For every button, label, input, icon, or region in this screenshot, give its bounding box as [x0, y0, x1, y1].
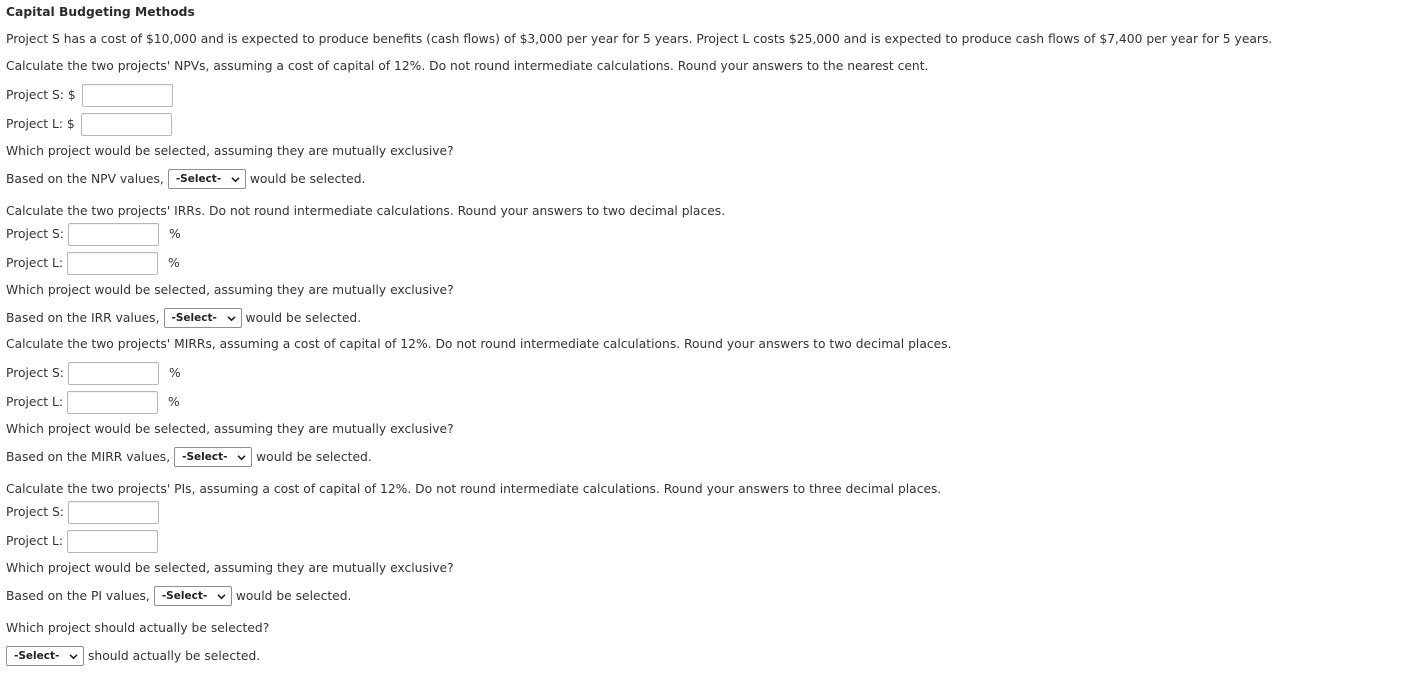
percent-unit: %: [167, 256, 180, 270]
npv-project-l-input[interactable]: [81, 113, 172, 136]
percent-unit: %: [168, 366, 181, 380]
mirr-project-select[interactable]: -Select-: [174, 447, 252, 467]
pi-project-l-input[interactable]: [67, 530, 158, 553]
chevron-down-icon: [227, 314, 236, 323]
percent-unit: %: [168, 227, 181, 241]
pi-project-s-row: [6, 500, 159, 524]
irr-project-select[interactable]: -Select-: [164, 308, 242, 328]
npv-selection-row: Based on the NPV values, -Select- would be selected.: [6, 169, 365, 189]
problem-intro: Project S has a cost of $10,000 and is expected to produce benefits (cash flows) of $3,000 per year for 5 years. Project L costs $25,000 and is expected to produce cash flows of $7,400 per year for 5 years.: [6, 32, 1273, 46]
pi-instruction: Calculate the two projects' PIs, assuming a cost of capital of 12%. Do not round intermediate calculations. Round your answers to three decimal places.: [6, 482, 942, 496]
irr-project-s-label: Project S:: [6, 227, 64, 241]
irr-project-l-input[interactable]: [67, 252, 158, 275]
npv-project-l-label: Project L: $: [6, 117, 75, 131]
chevron-down-icon: [217, 592, 226, 601]
npv-project-s-input[interactable]: [82, 84, 173, 107]
pi-project-l-label: Project L:: [6, 534, 63, 548]
mirr-instruction: Calculate the two projects' MIRRs, assuming a cost of capital of 12%. Do not round intermediate calculations. Round your answers to two decimal places.: [6, 337, 952, 351]
page-title: Capital Budgeting Methods: [6, 5, 195, 19]
irr-project-s-row: [6, 222, 181, 246]
pi-project-l-row: [6, 529, 158, 553]
final-project-select[interactable]: -Select-: [6, 646, 84, 666]
pi-question: Which project would be selected, assuming they are mutually exclusive?: [6, 561, 454, 575]
chevron-down-icon: [69, 652, 78, 661]
pi-project-s-label: Project S:: [6, 505, 64, 519]
pi-project-s-input[interactable]: [68, 501, 159, 524]
npv-project-s-row: [6, 83, 173, 107]
mirr-project-l-row: [6, 390, 180, 414]
chevron-down-icon: [231, 175, 240, 184]
mirr-project-s-row: [6, 361, 181, 385]
mirr-selection-row: Based on the MIRR values, -Select- would be selected.: [6, 447, 372, 467]
npv-instruction: Calculate the two projects' NPVs, assuming a cost of capital of 12%. Do not round intermediate calculations. Round your answers to the nearest cent.: [6, 59, 929, 73]
npv-project-select[interactable]: -Select-: [168, 169, 246, 189]
mirr-project-l-label: Project L:: [6, 395, 63, 409]
mirr-project-s-input[interactable]: [68, 362, 159, 385]
irr-project-s-input[interactable]: [68, 223, 159, 246]
mirr-project-s-label: Project S:: [6, 366, 64, 380]
irr-instruction: Calculate the two projects' IRRs. Do not round intermediate calculations. Round your answers to two decimal places.: [6, 204, 726, 218]
final-question: Which project should actually be selected?: [6, 621, 270, 635]
final-selection-row: -Select- should actually be selected.: [6, 646, 260, 666]
npv-project-l-row: [6, 112, 172, 136]
pi-project-select[interactable]: -Select-: [154, 586, 232, 606]
irr-project-l-label: Project L:: [6, 256, 63, 270]
mirr-project-l-input[interactable]: [67, 391, 158, 414]
mirr-question: Which project would be selected, assuming they are mutually exclusive?: [6, 422, 454, 436]
irr-selection-row: Based on the IRR values, -Select- would be selected.: [6, 308, 361, 328]
irr-question: Which project would be selected, assuming they are mutually exclusive?: [6, 283, 454, 297]
percent-unit: %: [167, 395, 180, 409]
npv-project-s-label: Project S: $: [6, 88, 76, 102]
chevron-down-icon: [237, 453, 246, 462]
irr-project-l-row: [6, 251, 180, 275]
npv-question: Which project would be selected, assuming they are mutually exclusive?: [6, 144, 454, 158]
pi-selection-row: Based on the PI values, -Select- would be selected.: [6, 586, 351, 606]
